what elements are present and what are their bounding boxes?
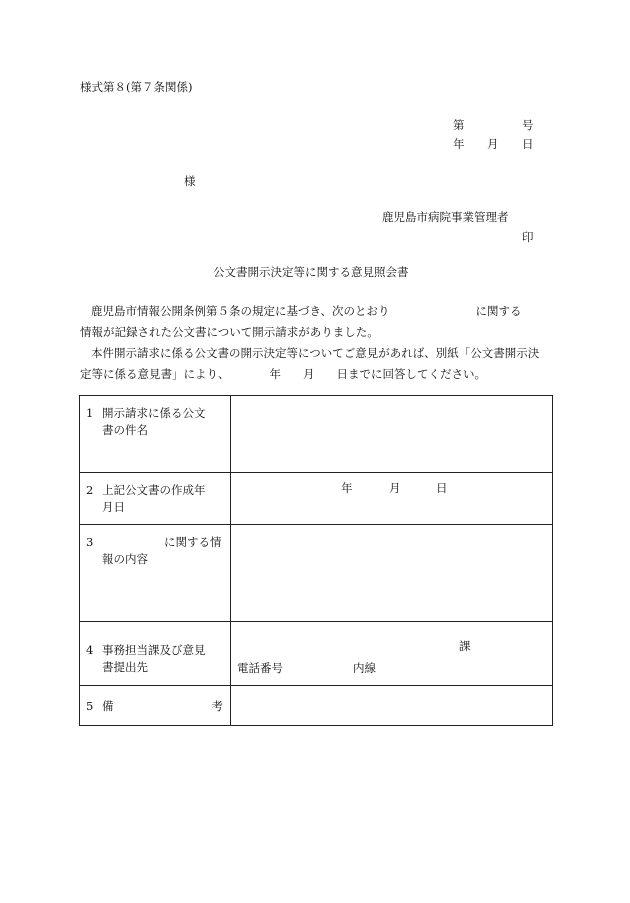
label-line-2: 報の内容 — [102, 552, 148, 566]
document-number-suffix: 号 — [522, 118, 534, 132]
label-line-2: 月日 — [102, 500, 125, 514]
body-line-1 — [80, 301, 560, 322]
date-day: 日 — [522, 137, 534, 151]
label-contact — [80, 622, 231, 686]
row-number: 4 — [86, 643, 94, 657]
creation-year: 年 — [341, 481, 353, 495]
sender-title: 鹿児島市病院事業管理者 — [382, 210, 509, 224]
value-information[interactable] — [231, 525, 553, 622]
body-p2-a: 本件開示請求に係る公文書の開示決定等についてご意見があれば、別紙「公文書開示決 — [91, 346, 540, 360]
table-row-creation-date — [80, 473, 553, 525]
date-month: 月 — [487, 137, 499, 151]
label-remarks — [80, 686, 231, 726]
creation-month: 月 — [389, 481, 401, 495]
creation-day: 日 — [436, 481, 448, 495]
label-line-2: 書提出先 — [102, 660, 148, 674]
body-line-4 — [80, 364, 560, 385]
body-p1-a: 鹿児島市情報公開条例第５条の規定に基づき、次のとおり — [91, 304, 390, 318]
label-line-1: 事務担当課及び意見 — [102, 643, 206, 657]
label-line-1: 開示請求に係る公文 — [102, 406, 206, 420]
table-row-subject — [80, 396, 553, 473]
body-p2-month: 月 — [303, 367, 315, 381]
body-p1-b: に関する — [475, 304, 522, 318]
label-remarks-b: 考 — [211, 699, 223, 713]
label-subject — [80, 396, 231, 473]
table-row-contact — [80, 622, 553, 686]
opinion-inquiry-table — [79, 395, 553, 726]
value-contact[interactable] — [231, 622, 553, 686]
document-title: 公文書開示決定等に関する意見照会書 — [213, 265, 409, 279]
addressee-honorific: 様 — [184, 174, 196, 188]
body-line-3 — [80, 343, 560, 364]
label-line-2: 書の件名 — [102, 423, 148, 437]
date-year: 年 — [453, 137, 465, 151]
body-line-2: 情報が記録された公文書について開示請求がありました。 — [80, 325, 379, 339]
extension-label: 内線 — [353, 661, 376, 675]
label-remarks-a: 備 — [102, 699, 114, 713]
document-number-prefix: 第 — [453, 118, 465, 132]
label-line-1: に関する情 — [164, 535, 222, 549]
phone-label: 電話番号 — [237, 661, 283, 675]
row-number: 2 — [86, 483, 94, 497]
row-number: 3 — [86, 535, 94, 549]
value-creation-date[interactable] — [231, 473, 553, 525]
sender-seal: 印 — [522, 230, 534, 244]
table-row-information — [80, 525, 553, 622]
label-line-1: 上記公文書の作成年 — [102, 483, 206, 497]
body-p2-b: 定等に係る意見書」により、 — [80, 367, 230, 381]
label-creation-date — [80, 473, 231, 525]
value-subject[interactable] — [231, 396, 553, 473]
body-p2-year: 年 — [269, 367, 281, 381]
body-text — [80, 301, 560, 385]
label-information — [80, 525, 231, 622]
form-reference: 様式第８(第７条関係) — [80, 80, 193, 94]
value-remarks[interactable] — [231, 686, 553, 726]
table-row-remarks — [80, 686, 553, 726]
row-number: 1 — [86, 406, 94, 420]
body-p2-day: 日までに回答してください。 — [336, 367, 486, 381]
section-label: 課 — [459, 639, 471, 653]
row-number: 5 — [86, 699, 94, 713]
